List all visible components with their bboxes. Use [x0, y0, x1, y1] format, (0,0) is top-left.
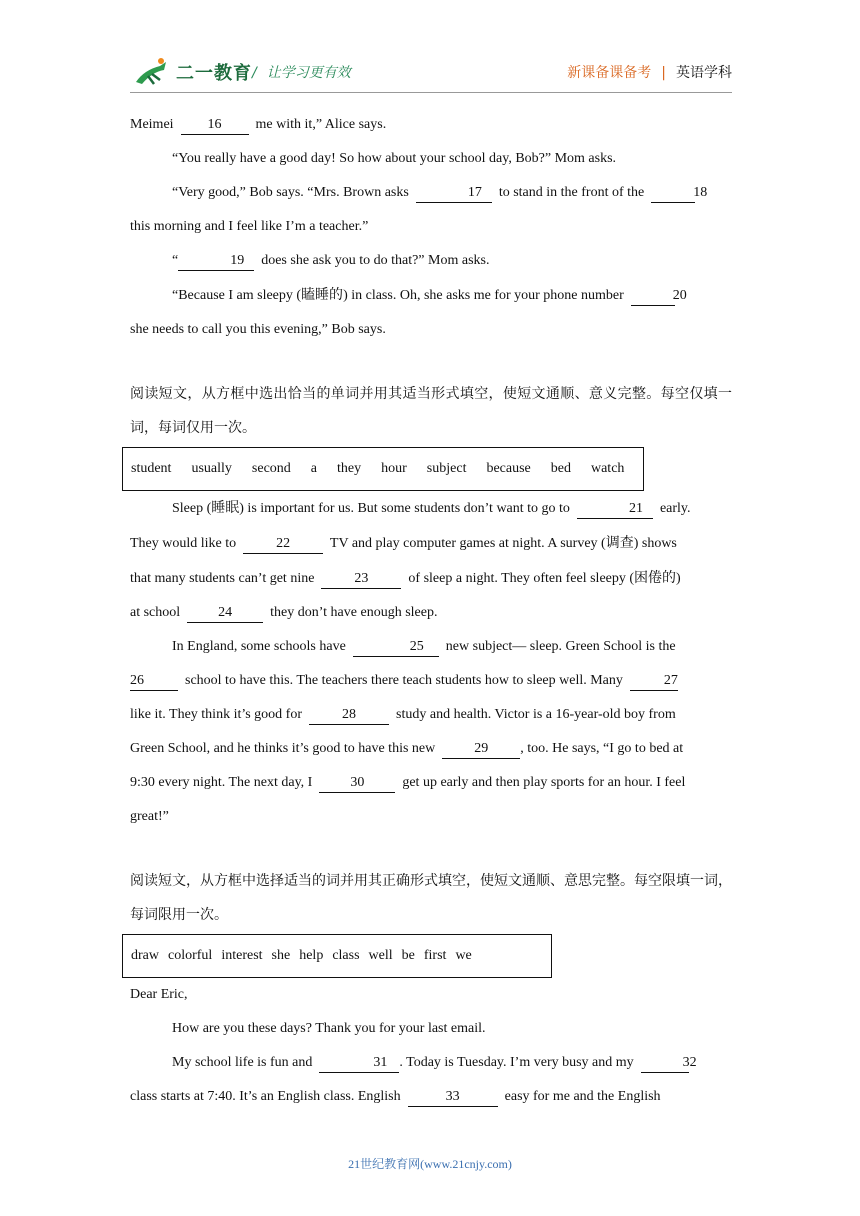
word-option: a: [310, 461, 318, 476]
letter-greeting: Dear Eric,: [130, 987, 188, 1002]
paragraph: “ 19 does she ask you to do that?” Mom asks.: [130, 244, 732, 278]
section2-instruction: 阅读短文，从方框中选出恰当的单词并用其适当形式填空，使短文通顺、意义完整。每空仅填一词，每词仅用一次。: [130, 386, 732, 436]
blank-22: 22: [243, 535, 323, 554]
blank-30: 30: [319, 774, 395, 793]
paragraph: “Very good,” Bob says. “Mrs. Brown asks 17 to stand in the front of the 18: [130, 176, 732, 210]
paragraph: 9:30 every night. The next day, I 30 get up early and then play sports for an hour. I feel: [130, 766, 732, 800]
blank-17: 17: [416, 184, 492, 203]
paragraph: My school life is fun and 31 . Today is Tuesday. I’m very busy and my 32: [130, 1046, 732, 1080]
logo-text: 二一教育: [176, 63, 252, 84]
blank-32: 32: [641, 1054, 689, 1073]
header-divider: [130, 92, 732, 93]
blank-19: 19: [178, 252, 254, 271]
word-option: because: [486, 461, 531, 476]
paragraph: like it. They think it’s good for 28 study and health. Victor is a 16-year-old boy from: [130, 698, 732, 732]
blank-33: 33: [408, 1088, 498, 1107]
paragraph: Meimei 16 me with it,” Alice says.: [130, 108, 732, 142]
logo: [130, 56, 252, 88]
word-option: she: [271, 948, 291, 963]
paragraph: great!”: [130, 809, 169, 824]
paragraph: They would like to 22 TV and play computer games at night. A survey (调查) shows: [130, 526, 732, 561]
word-option: be: [401, 948, 415, 963]
paragraph: Green School, and he thinks it’s good to have this new 29 , too. He says, “I go to bed at: [130, 732, 732, 766]
word-option: interest: [221, 948, 263, 963]
word-option: second: [251, 461, 291, 476]
blank-23: 23: [321, 570, 401, 589]
header-subject: 新课备课备考 | 英语学科: [567, 65, 732, 81]
word-option: class: [332, 948, 360, 963]
word-option: draw: [131, 948, 159, 963]
paragraph: this morning and I feel like I’m a teacher.”: [130, 219, 369, 234]
blank-31: 31: [319, 1054, 399, 1073]
section3-instruction: 阅读短文，从方框中选择适当的词并用其正确形式填空，使短文通顺、意思完整。每空限填一词，每词限用一次。: [130, 873, 732, 923]
word-option: they: [337, 461, 362, 476]
word-option: help: [299, 948, 324, 963]
word-option: well: [368, 948, 393, 963]
word-option: we: [455, 948, 472, 963]
blank-20: 20: [631, 287, 675, 306]
blank-21: 21: [577, 500, 653, 519]
word-option: student: [131, 461, 172, 476]
blank-16: 16: [181, 116, 249, 135]
blank-28: 28: [309, 706, 389, 725]
blank-25: 25: [353, 638, 439, 657]
word-option: bed: [550, 461, 571, 476]
blank-27: 27: [630, 672, 678, 691]
word-option: hour: [381, 461, 407, 476]
runner-logo-icon: [130, 56, 174, 88]
word-option: colorful: [168, 948, 213, 963]
paragraph: that many students can’t get nine 23 of sleep a night. They often feel sleepy (困倦的): [130, 561, 732, 596]
paragraph: “You really have a good day! So how about your school day, Bob?” Mom asks.: [172, 151, 617, 166]
paragraph: at school 24 they don’t have enough sleep.: [130, 596, 732, 630]
paragraph: “Because I am sleepy (瞌睡的) in class. Oh, she asks me for your phone number 20: [130, 278, 732, 313]
paragraph: she needs to call you this evening,” Bob says.: [130, 322, 386, 337]
page-header: [130, 52, 732, 92]
paragraph: In England, some schools have 25 new subject— sleep. Green School is the: [130, 630, 732, 664]
word-option: usually: [191, 461, 232, 476]
word-option: first: [423, 948, 447, 963]
document-body: [130, 108, 732, 1114]
word-box-2: [122, 934, 552, 978]
word-box-1: [122, 447, 644, 491]
paragraph: How are you these days? Thank you for your last email.: [172, 1021, 486, 1036]
page-footer: 21世纪教育网(www.21cnjy.com): [348, 1157, 512, 1171]
paragraph: class starts at 7:40. It’s an English class. English 33 easy for me and the English: [130, 1080, 732, 1114]
blank-26: 26: [130, 672, 178, 691]
paragraph: 26 school to have this. The teachers there teach students how to sleep well. Many 27: [130, 664, 732, 698]
slogan: / 让学习更有效: [252, 65, 351, 81]
word-option: subject: [426, 461, 467, 476]
paragraph: Sleep (睡眠) is important for us. But some students don’t want to go to 21 early.: [130, 491, 732, 526]
blank-24: 24: [187, 604, 263, 623]
blank-29: 29: [442, 740, 520, 759]
blank-18: 18: [651, 184, 695, 203]
word-option: watch: [590, 461, 625, 476]
